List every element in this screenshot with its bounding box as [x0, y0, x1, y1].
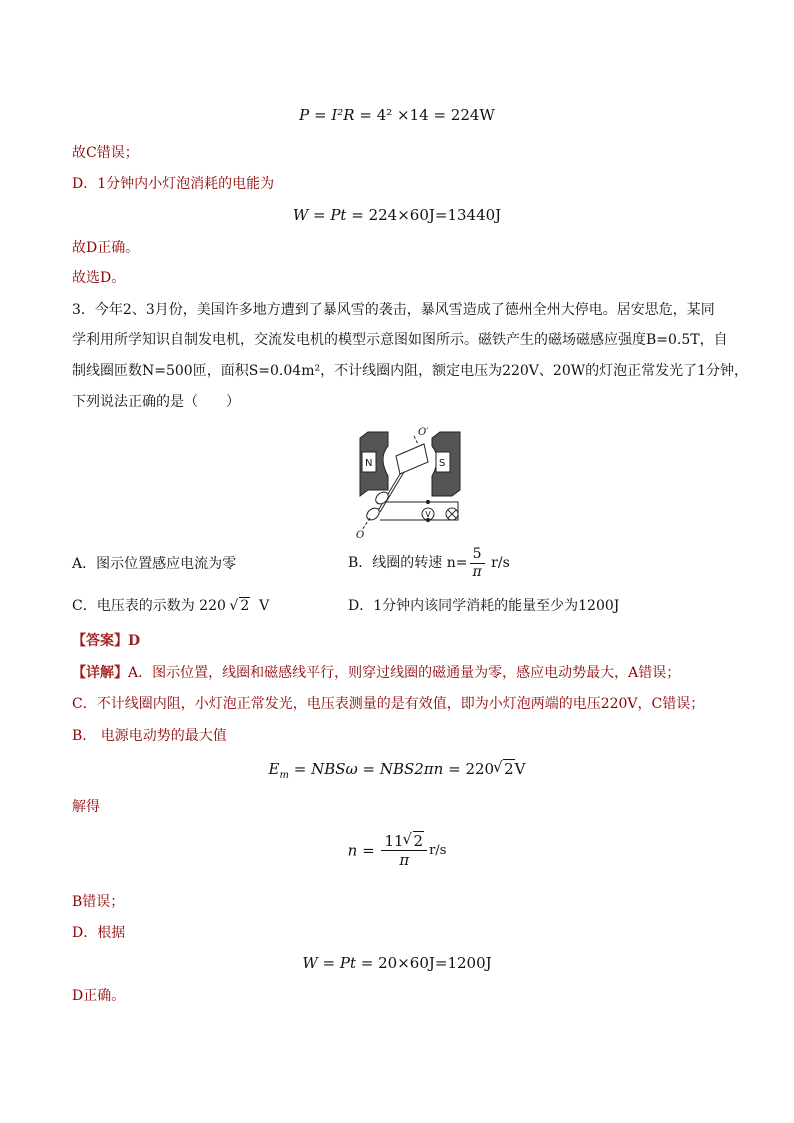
question-line-1: 3．今年2、3月份，美国许多地方遭到了暴风雪的袭击，暴风雪造成了德州全州大停电。居安思危，某同	[72, 302, 715, 318]
detail-b: B． 电源电动势的最大值	[72, 728, 227, 744]
option-c: C．电压表的示数为 220 √ 2 V	[72, 596, 269, 616]
equation-energy-2: W = Pt = 20×60J=1200J	[302, 954, 492, 972]
generator-diagram	[356, 426, 466, 538]
option-a: A．图示位置感应电流为零	[72, 556, 237, 572]
text-b-wrong: B错误；	[72, 894, 125, 910]
label-o-top: O′	[418, 427, 429, 438]
detail-a: 【详解】A．图示位置，线圈和磁感线平行，则穿过线圈的磁通量为零，感应电动势最大，A错误；	[72, 665, 681, 681]
equation-emf: $E_m = NBS\omega = NBS2\pi n = 220√$ 2V	[0, 760, 794, 781]
junction-1	[426, 500, 429, 503]
equation-power: P = I²R = 4² ×14 = 224W	[299, 106, 495, 124]
option-b: B．线圈的转速 n= $\frac{5}{\pi}$ r/s	[348, 546, 510, 580]
text-d-according: D．根据	[72, 925, 126, 941]
answer: 【答案】D	[72, 633, 141, 649]
axis-bottom	[362, 518, 370, 530]
text-jiede: 解得	[72, 799, 100, 815]
text-d-right: D正确。	[72, 988, 126, 1004]
text-d-correct: 故D正确。	[72, 240, 140, 256]
label-n: N	[365, 458, 373, 469]
equation-energy: W = Pt = 224×60J=13440J	[292, 206, 502, 224]
label-o-bottom: O	[356, 530, 365, 538]
label-v: V	[425, 510, 431, 519]
question-line-3: 制线圈匝数N=500匝，面积S=0.04m²，不计线圈内阻，额定电压为220V、20W的灯泡正常发光了1分钟，	[72, 363, 749, 379]
option-d: D．1分钟内该同学消耗的能量至少为1200J	[348, 598, 620, 614]
coil	[396, 444, 428, 474]
question-line-4: 下列说法正确的是（ ）	[72, 394, 240, 410]
slip-ring-1	[373, 490, 390, 507]
text-c-wrong: 故C错误；	[72, 145, 139, 161]
text-d-energy: D．1分钟内小灯泡消耗的电能为	[72, 176, 275, 192]
detail-c: C．不计线圈内阻，小灯泡正常发光，电压表测量的是有效值，即为小灯泡两端的电压220V，C错误；	[72, 696, 705, 712]
question-line-2: 学利用所学知识自制发电机，交流发电机的模型示意图如图所示。磁铁产生的磁场磁感应强度B=0.5T，自	[72, 332, 728, 348]
text-choose-d: 故选D。	[72, 270, 126, 286]
equation-speed: n = $\frac{11√ 2}{\pi}$ r/s	[0, 832, 794, 869]
label-s: S	[439, 458, 446, 469]
